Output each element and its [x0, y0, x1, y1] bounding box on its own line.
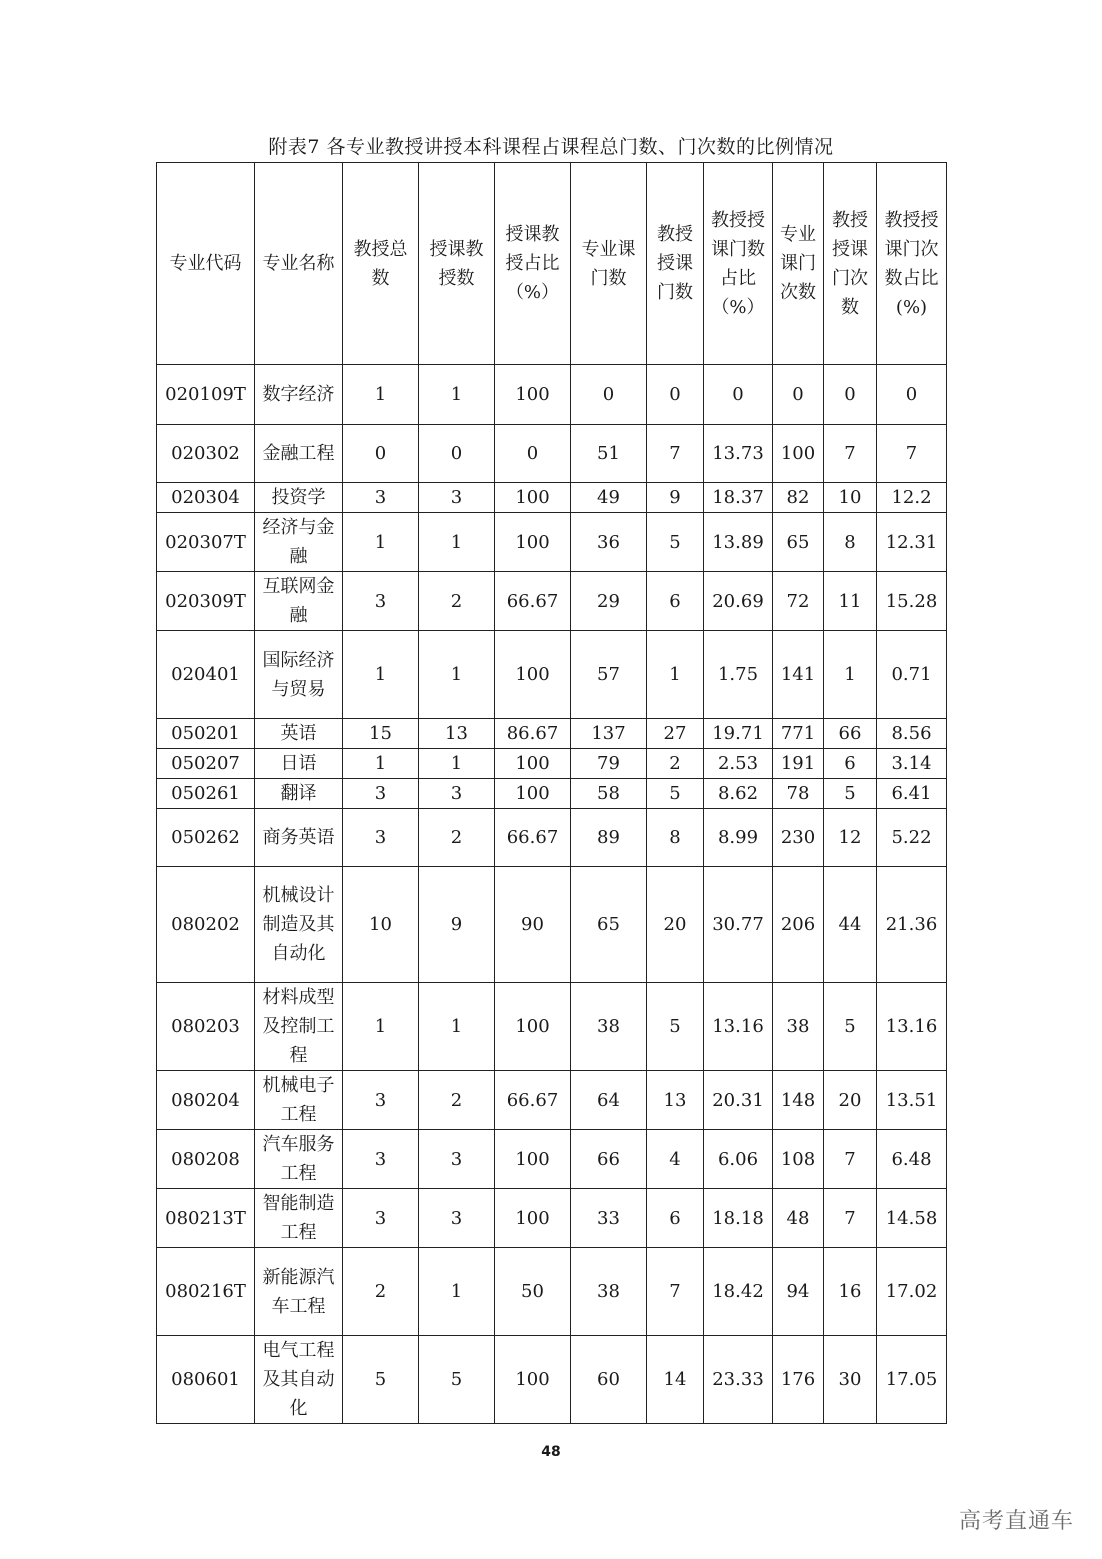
cell-prof-sessions-ratio: 6.41: [877, 779, 947, 809]
cell-name: 互联网金融: [255, 572, 343, 631]
cell-prof-course-ratio: 19.71: [704, 719, 773, 749]
cell-prof-sessions: 12: [824, 809, 877, 867]
cell-prof-course-ratio: 30.77: [704, 867, 773, 983]
cell-prof-course-count: 1: [647, 631, 704, 719]
cell-name: 机械电子工程: [255, 1071, 343, 1130]
cell-prof-sessions-ratio: 7: [877, 425, 947, 483]
cell-prof-sessions-ratio: 0.71: [877, 631, 947, 719]
table-row: [157, 572, 947, 631]
cell-course-sessions: 48: [773, 1189, 824, 1248]
cell-teaching-prof: 13: [419, 719, 495, 749]
cell-teaching-prof-ratio: 100: [495, 749, 571, 779]
cell-prof-total: 1: [343, 749, 419, 779]
table-row: [157, 867, 947, 983]
cell-teaching-prof-ratio: 100: [495, 1189, 571, 1248]
cell-prof-course-count: 7: [647, 425, 704, 483]
cell-course-sessions: 141: [773, 631, 824, 719]
cell-prof-course-count: 5: [647, 983, 704, 1071]
cell-prof-total: 3: [343, 1130, 419, 1189]
cell-name: 投资学: [255, 483, 343, 513]
cell-name: 金融工程: [255, 425, 343, 483]
cell-name: 机械设计制造及其自动化: [255, 867, 343, 983]
cell-course-sessions: 230: [773, 809, 824, 867]
table-row: [157, 1189, 947, 1248]
cell-name: 智能制造工程: [255, 1189, 343, 1248]
cell-teaching-prof-ratio: 100: [495, 983, 571, 1071]
cell-prof-sessions: 20: [824, 1071, 877, 1130]
cell-name: 翻译: [255, 779, 343, 809]
cell-prof-sessions-ratio: 13.16: [877, 983, 947, 1071]
cell-prof-course-ratio: 1.75: [704, 631, 773, 719]
cell-prof-course-count: 13: [647, 1071, 704, 1130]
cell-prof-sessions: 5: [824, 779, 877, 809]
cell-prof-sessions-ratio: 12.31: [877, 513, 947, 572]
cell-course-count: 137: [571, 719, 647, 749]
cell-prof-course-ratio: 8.62: [704, 779, 773, 809]
cell-prof-total: 1: [343, 983, 419, 1071]
cell-name: 材料成型及控制工程: [255, 983, 343, 1071]
cell-prof-total: 3: [343, 483, 419, 513]
cell-prof-course-count: 14: [647, 1336, 704, 1424]
cell-prof-sessions: 8: [824, 513, 877, 572]
cell-prof-course-ratio: 23.33: [704, 1336, 773, 1424]
cell-prof-course-ratio: 2.53: [704, 749, 773, 779]
cell-prof-course-ratio: 0: [704, 365, 773, 425]
cell-teaching-prof-ratio: 100: [495, 779, 571, 809]
cell-course-sessions: 72: [773, 572, 824, 631]
cell-prof-sessions-ratio: 14.58: [877, 1189, 947, 1248]
header-course-count: 专业课门数: [571, 163, 647, 365]
cell-name: 新能源汽车工程: [255, 1248, 343, 1336]
table-row: [157, 983, 947, 1071]
cell-teaching-prof: 3: [419, 483, 495, 513]
cell-prof-sessions: 0: [824, 365, 877, 425]
cell-prof-sessions-ratio: 12.2: [877, 483, 947, 513]
cell-course-sessions: 176: [773, 1336, 824, 1424]
cell-course-count: 51: [571, 425, 647, 483]
cell-prof-sessions-ratio: 6.48: [877, 1130, 947, 1189]
cell-teaching-prof-ratio: 86.67: [495, 719, 571, 749]
cell-prof-sessions-ratio: 0: [877, 365, 947, 425]
cell-code: 080202: [157, 867, 255, 983]
cell-name: 日语: [255, 749, 343, 779]
cell-prof-total: 3: [343, 572, 419, 631]
cell-prof-course-ratio: 6.06: [704, 1130, 773, 1189]
header-teaching-prof: 授课教授数: [419, 163, 495, 365]
cell-course-sessions: 38: [773, 983, 824, 1071]
table-row: [157, 1336, 947, 1424]
cell-code: 050201: [157, 719, 255, 749]
table-row: [157, 513, 947, 572]
cell-course-count: 65: [571, 867, 647, 983]
cell-course-sessions: 148: [773, 1071, 824, 1130]
cell-code: 080203: [157, 983, 255, 1071]
cell-code: 020309T: [157, 572, 255, 631]
cell-prof-sessions: 7: [824, 1189, 877, 1248]
cell-prof-total: 5: [343, 1336, 419, 1424]
cell-teaching-prof-ratio: 100: [495, 513, 571, 572]
cell-prof-sessions-ratio: 13.51: [877, 1071, 947, 1130]
cell-prof-total: 1: [343, 365, 419, 425]
cell-course-sessions: 65: [773, 513, 824, 572]
cell-prof-sessions-ratio: 17.02: [877, 1248, 947, 1336]
cell-prof-total: 3: [343, 1071, 419, 1130]
cell-teaching-prof-ratio: 100: [495, 1336, 571, 1424]
cell-teaching-prof: 5: [419, 1336, 495, 1424]
cell-teaching-prof-ratio: 100: [495, 483, 571, 513]
cell-teaching-prof: 1: [419, 631, 495, 719]
cell-prof-total: 3: [343, 809, 419, 867]
cell-teaching-prof: 2: [419, 809, 495, 867]
cell-prof-total: 15: [343, 719, 419, 749]
cell-teaching-prof: 3: [419, 1130, 495, 1189]
cell-course-count: 66: [571, 1130, 647, 1189]
table-row: [157, 1248, 947, 1336]
cell-code: 080213T: [157, 1189, 255, 1248]
cell-course-count: 38: [571, 983, 647, 1071]
cell-prof-course-count: 6: [647, 572, 704, 631]
cell-code: 020302: [157, 425, 255, 483]
cell-code: 050261: [157, 779, 255, 809]
cell-prof-sessions-ratio: 3.14: [877, 749, 947, 779]
cell-teaching-prof: 1: [419, 749, 495, 779]
cell-teaching-prof-ratio: 100: [495, 1130, 571, 1189]
cell-prof-sessions: 7: [824, 1130, 877, 1189]
cell-prof-sessions: 66: [824, 719, 877, 749]
cell-name: 英语: [255, 719, 343, 749]
header-prof-sessions-ratio: 教授授课门次数占比(%): [877, 163, 947, 365]
cell-code: 020401: [157, 631, 255, 719]
cell-course-sessions: 0: [773, 365, 824, 425]
cell-prof-sessions-ratio: 15.28: [877, 572, 947, 631]
cell-prof-course-count: 9: [647, 483, 704, 513]
cell-teaching-prof-ratio: 100: [495, 365, 571, 425]
header-prof-sessions: 教授授课门次数: [824, 163, 877, 365]
cell-name: 商务英语: [255, 809, 343, 867]
cell-teaching-prof: 1: [419, 983, 495, 1071]
cell-course-count: 0: [571, 365, 647, 425]
cell-teaching-prof-ratio: 66.67: [495, 1071, 571, 1130]
cell-course-sessions: 191: [773, 749, 824, 779]
table-row: [157, 779, 947, 809]
cell-code: 020304: [157, 483, 255, 513]
cell-teaching-prof: 1: [419, 365, 495, 425]
table-title: 附表7 各专业教授讲授本科课程占课程总门数、门次数的比例情况: [268, 136, 834, 158]
cell-prof-course-ratio: 13.89: [704, 513, 773, 572]
header-teaching-prof-ratio: 授课教授占比（%）: [495, 163, 571, 365]
cell-teaching-prof: 9: [419, 867, 495, 983]
cell-course-count: 79: [571, 749, 647, 779]
cell-prof-sessions: 30: [824, 1336, 877, 1424]
cell-prof-total: 3: [343, 779, 419, 809]
cell-prof-course-count: 7: [647, 1248, 704, 1336]
cell-prof-sessions: 6: [824, 749, 877, 779]
cell-course-count: 36: [571, 513, 647, 572]
cell-course-count: 33: [571, 1189, 647, 1248]
cell-prof-sessions: 16: [824, 1248, 877, 1336]
cell-prof-sessions-ratio: 5.22: [877, 809, 947, 867]
cell-prof-sessions: 1: [824, 631, 877, 719]
cell-teaching-prof: 1: [419, 513, 495, 572]
table-body: [157, 365, 947, 1424]
cell-prof-course-count: 20: [647, 867, 704, 983]
cell-prof-course-ratio: 18.42: [704, 1248, 773, 1336]
cell-name: 汽车服务工程: [255, 1130, 343, 1189]
cell-prof-sessions-ratio: 21.36: [877, 867, 947, 983]
header-prof-course-count: 教授授课门数: [647, 163, 704, 365]
cell-prof-course-count: 6: [647, 1189, 704, 1248]
cell-prof-course-ratio: 18.18: [704, 1189, 773, 1248]
cell-code: 080216T: [157, 1248, 255, 1336]
watermark: 高考直通车: [958, 1509, 1074, 1534]
cell-prof-total: 2: [343, 1248, 419, 1336]
cell-prof-course-count: 0: [647, 365, 704, 425]
cell-prof-course-ratio: 8.99: [704, 809, 773, 867]
cell-prof-sessions-ratio: 8.56: [877, 719, 947, 749]
cell-prof-sessions: 11: [824, 572, 877, 631]
table-row: [157, 719, 947, 749]
header-row: [157, 163, 947, 365]
cell-prof-course-count: 5: [647, 779, 704, 809]
header-course-sessions: 专业课门次数: [773, 163, 824, 365]
cell-prof-sessions: 10: [824, 483, 877, 513]
cell-code: 080601: [157, 1336, 255, 1424]
cell-prof-course-count: 8: [647, 809, 704, 867]
cell-code: 080204: [157, 1071, 255, 1130]
cell-teaching-prof: 1: [419, 1248, 495, 1336]
cell-prof-sessions: 44: [824, 867, 877, 983]
cell-prof-course-ratio: 18.37: [704, 483, 773, 513]
cell-prof-total: 0: [343, 425, 419, 483]
cell-teaching-prof: 0: [419, 425, 495, 483]
cell-prof-course-ratio: 20.31: [704, 1071, 773, 1130]
cell-teaching-prof: 2: [419, 1071, 495, 1130]
cell-teaching-prof-ratio: 50: [495, 1248, 571, 1336]
table-row: [157, 749, 947, 779]
cell-name: 电气工程及其自动化: [255, 1336, 343, 1424]
cell-prof-sessions: 7: [824, 425, 877, 483]
table-row: [157, 425, 947, 483]
cell-course-count: 57: [571, 631, 647, 719]
cell-teaching-prof-ratio: 66.67: [495, 572, 571, 631]
cell-course-sessions: 82: [773, 483, 824, 513]
header-code: 专业代码: [157, 163, 255, 365]
page-number: 48: [541, 1444, 561, 1460]
header-name: 专业名称: [255, 163, 343, 365]
cell-course-sessions: 78: [773, 779, 824, 809]
cell-code: 050262: [157, 809, 255, 867]
cell-prof-total: 3: [343, 1189, 419, 1248]
header-prof-course-ratio: 教授授课门数占比（%）: [704, 163, 773, 365]
cell-course-count: 58: [571, 779, 647, 809]
cell-teaching-prof: 2: [419, 572, 495, 631]
cell-prof-sessions-ratio: 17.05: [877, 1336, 947, 1424]
cell-teaching-prof-ratio: 0: [495, 425, 571, 483]
cell-prof-total: 1: [343, 631, 419, 719]
cell-name: 国际经济与贸易: [255, 631, 343, 719]
table-row: [157, 1130, 947, 1189]
cell-prof-course-count: 5: [647, 513, 704, 572]
cell-prof-course-count: 2: [647, 749, 704, 779]
cell-course-sessions: 100: [773, 425, 824, 483]
table-row: [157, 1071, 947, 1130]
table-row: [157, 365, 947, 425]
data-table: [156, 162, 947, 1424]
cell-code: 050207: [157, 749, 255, 779]
table-row: [157, 809, 947, 867]
cell-prof-course-ratio: 13.16: [704, 983, 773, 1071]
cell-prof-course-count: 4: [647, 1130, 704, 1189]
cell-course-count: 29: [571, 572, 647, 631]
cell-teaching-prof-ratio: 100: [495, 631, 571, 719]
cell-prof-sessions: 5: [824, 983, 877, 1071]
cell-name: 数字经济: [255, 365, 343, 425]
cell-name: 经济与金融: [255, 513, 343, 572]
cell-course-count: 89: [571, 809, 647, 867]
cell-course-count: 38: [571, 1248, 647, 1336]
cell-course-count: 60: [571, 1336, 647, 1424]
cell-code: 020109T: [157, 365, 255, 425]
cell-course-sessions: 94: [773, 1248, 824, 1336]
cell-course-count: 49: [571, 483, 647, 513]
cell-code: 080208: [157, 1130, 255, 1189]
cell-prof-total: 1: [343, 513, 419, 572]
cell-prof-course-ratio: 13.73: [704, 425, 773, 483]
cell-prof-course-ratio: 20.69: [704, 572, 773, 631]
cell-teaching-prof: 3: [419, 779, 495, 809]
cell-teaching-prof-ratio: 66.67: [495, 809, 571, 867]
cell-prof-total: 10: [343, 867, 419, 983]
cell-course-sessions: 108: [773, 1130, 824, 1189]
table-row: [157, 483, 947, 513]
cell-course-count: 64: [571, 1071, 647, 1130]
cell-course-sessions: 206: [773, 867, 824, 983]
cell-course-sessions: 771: [773, 719, 824, 749]
table-row: [157, 631, 947, 719]
table-header: [157, 163, 947, 365]
header-prof-total: 教授总数: [343, 163, 419, 365]
cell-teaching-prof: 3: [419, 1189, 495, 1248]
cell-prof-course-count: 27: [647, 719, 704, 749]
cell-teaching-prof-ratio: 90: [495, 867, 571, 983]
cell-code: 020307T: [157, 513, 255, 572]
